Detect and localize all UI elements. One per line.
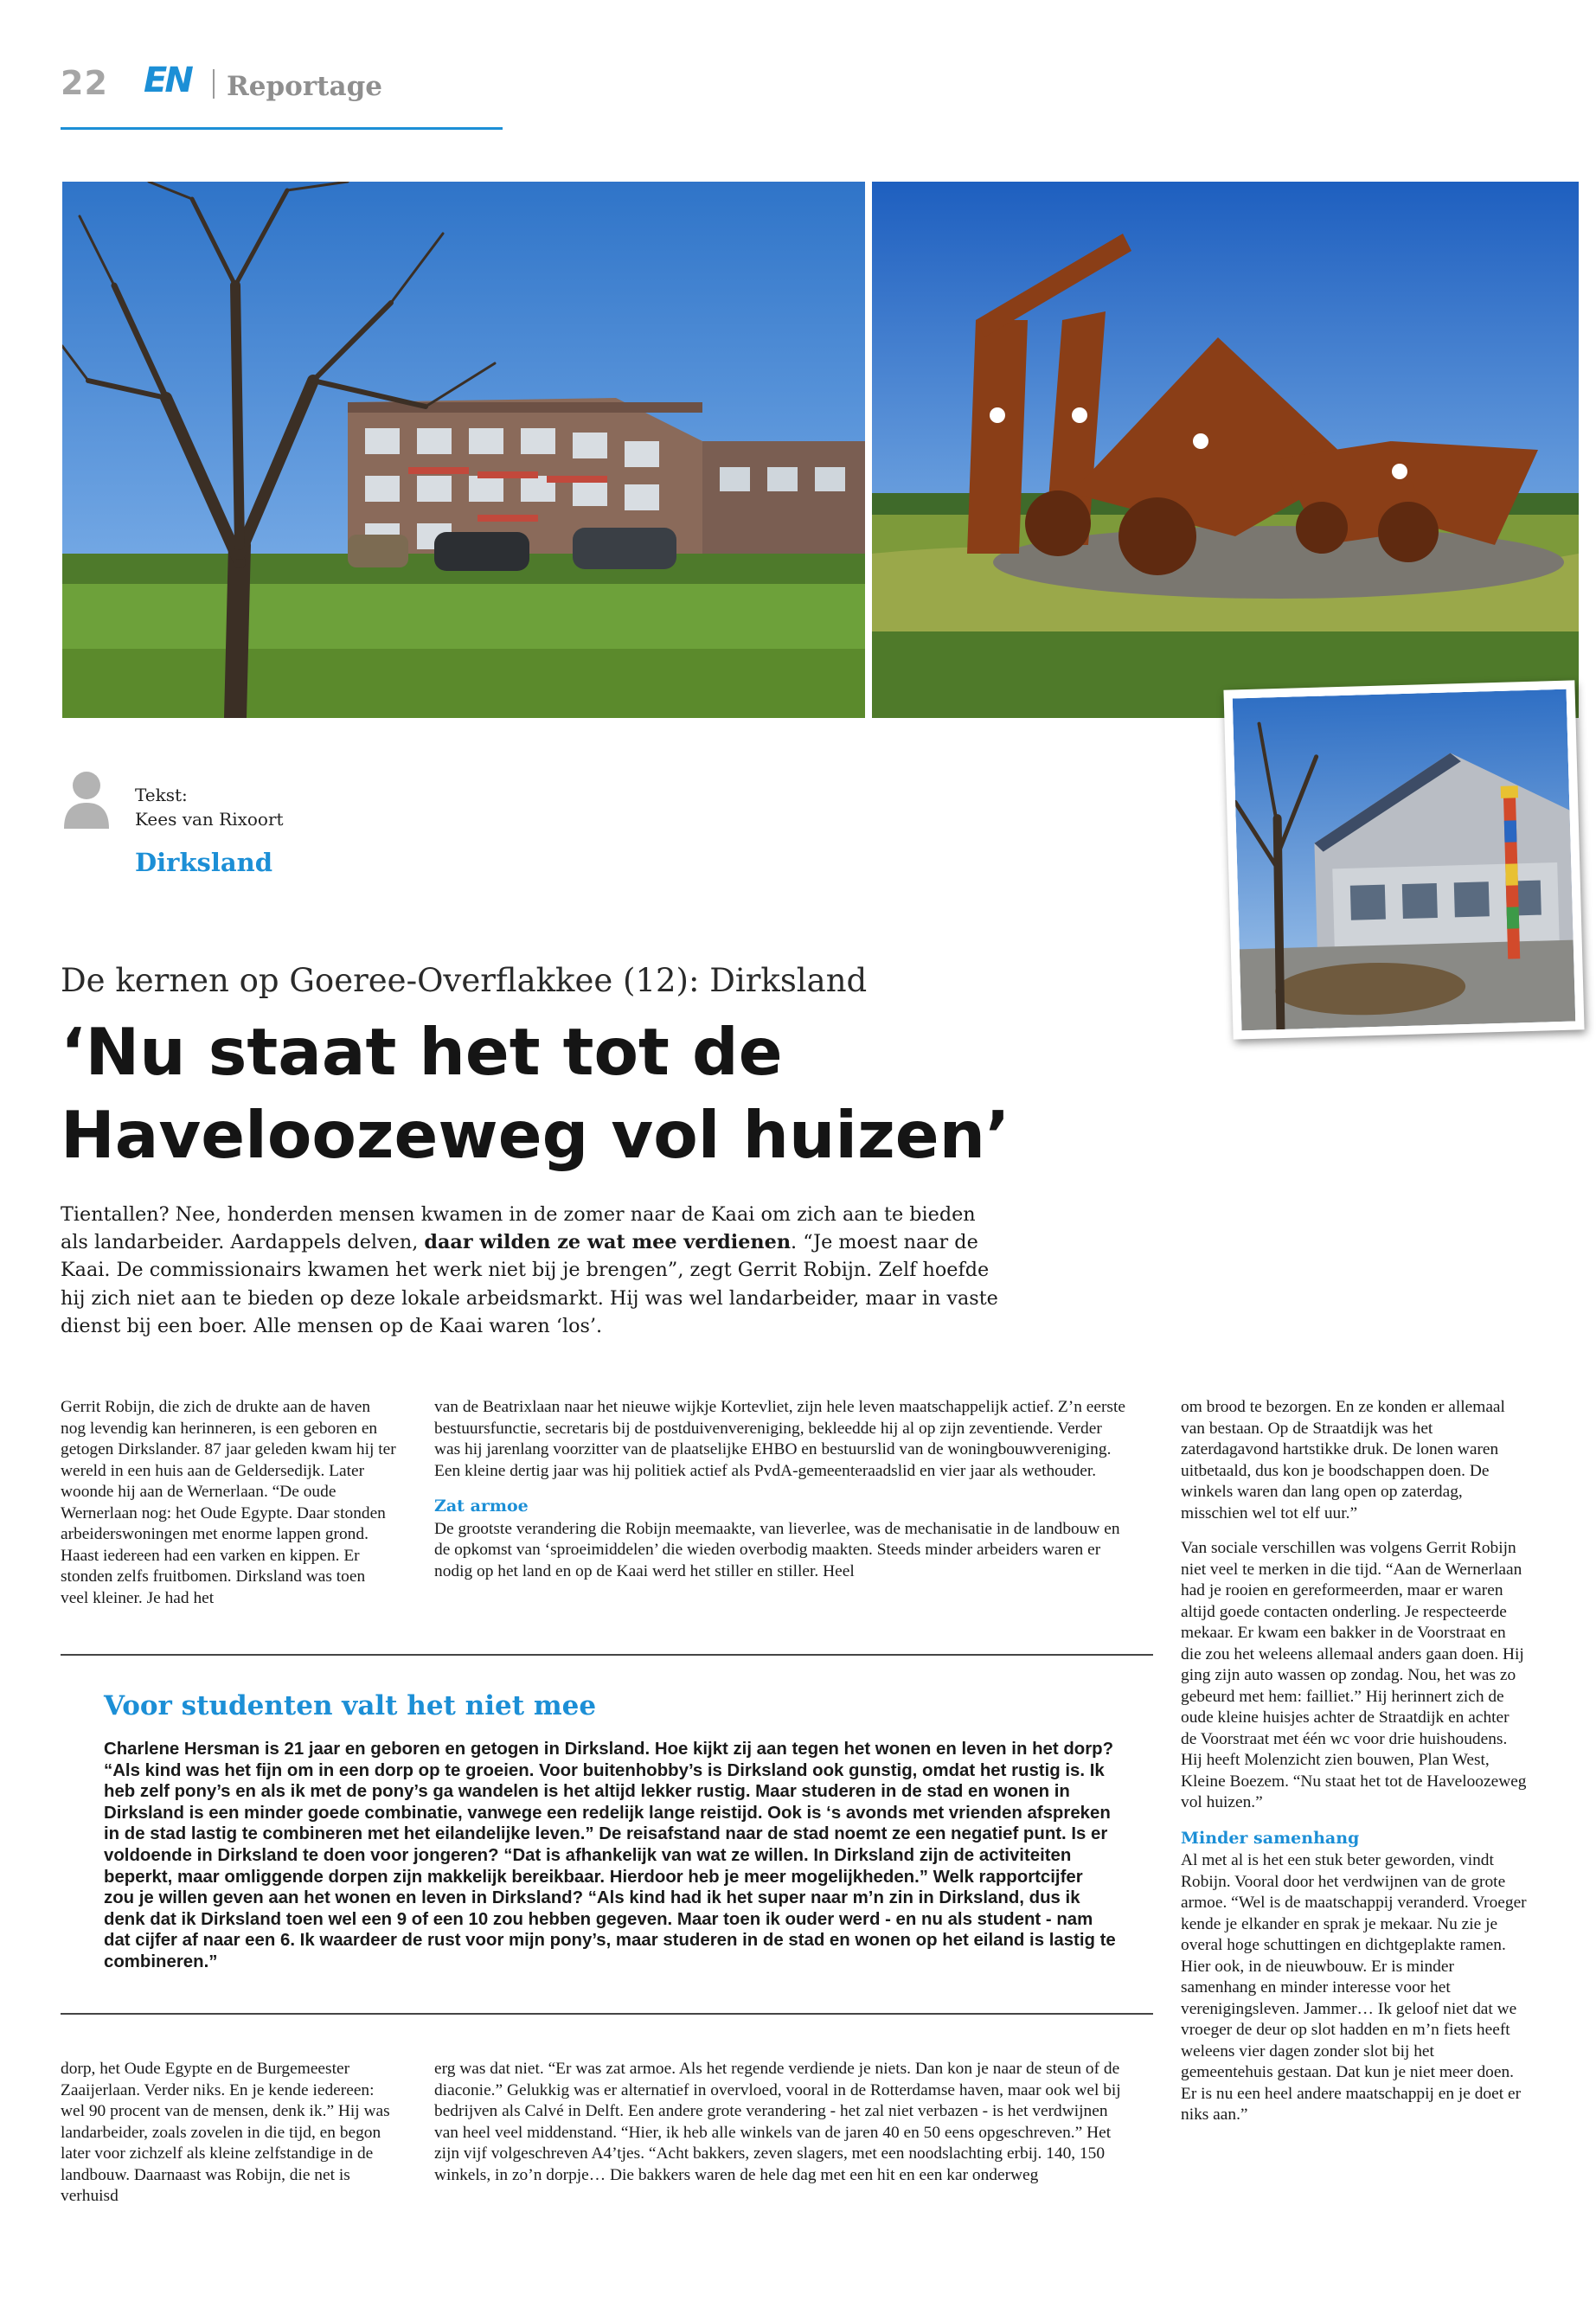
byline — [135, 783, 284, 831]
publication-logo: EN — [144, 61, 191, 100]
title-line-2: Haveloozeweg vol huizen’ — [61, 1097, 1010, 1173]
lead-text-1: Tientallen? Nee, honderden mensen kwamen in de zomer naar de Kaai om zich aan te bieden als landarbeider. Aardappels delven, — [61, 1203, 976, 1254]
column-3 — [1181, 1397, 1527, 2126]
dateline-place: Dirksland — [135, 848, 273, 877]
column-2-top — [434, 1397, 1126, 1582]
article-kicker: De kernen op Goeree-Overflakkee (12): Dirksland — [61, 962, 868, 999]
article-title — [61, 1010, 1012, 1176]
byline-label: Tekst: — [135, 785, 188, 805]
photo-wheelbarrow-sculpture — [872, 182, 1579, 718]
col3-text-3: Al met al is het een stuk beter geworden, vindt Robijn. Vooral door het verdwijnen van de grote armoe. “Wel is de maatschappij veranderd. Vroeger kende je elkander en sprak je mekaar. Nu zie je overal hoge schuttingen en dichtgeplakte ramen. Hier ook, in de nieuwbouw. Er is minder samenhang en minder interesse voor het verenigingsleven. Jammer… Ik geloof niet dat we vroeger de deur op slot hadden en m’n fiets heeft weleens vier dagen zonder slot bij het gemeentehuis gestaan. Dat kun je niet meer doen. Er is nu een heel andere maatschappij en je doet er niks aan.” — [1181, 1851, 1527, 2124]
col1-bottom-text: dorp, het Oude Egypte en de Burgemeester Zaaijerlaan. Verder niks. En je kende iedereen: wel 90 procent van de mensen, denk ik.” Hij was landarbeider, zoals zovelen in die tijd, en begon later voor zichzelf als kleine zelfstandige in de landbouw. Daarnaast was Robijn, die net is verhuisd — [61, 2060, 390, 2205]
column-2-bottom — [434, 2059, 1126, 2186]
byline-author: Kees van Rixoort — [135, 809, 284, 830]
box-bottom-rule — [61, 2013, 1153, 2015]
col2-top-text: van de Beatrixlaan naar het nieuwe wijkje Kortevliet, zijn hele leven maatschappelijk actief. Z’n eerste bestuursfunctie, secretaris bij de postduivenvereniging, bekleedde hij al op zijn zeventiende. Verder was hij jarenlang voorzitter van de plaatselijke EHBO en bestuurslid van de woningbouwvereniging. Een kleine dertig jaar was hij politiek actief als PvdA-gemeenteraadslid en vier jaar als wethouder. — [434, 1398, 1125, 1480]
section-label: Reportage — [227, 71, 382, 102]
col1-top-text: Gerrit Robijn, die zich de drukte aan de haven nog levendig kan herinneren, is een geboren en getogen Dirkslander. 87 jaar geleden kwam hij ter wereld in een huis aan de Geldersedijk. Later woonde hij aan de Wernerlaan. “De oude Wernerlaan nog: het Oude Egypte. Daar stonden arbeiderswoningen met enorme lappen grond. Haast iedereen had een varken en kippen. Er stonden zelfs fruitbomen. Dirksland was toen veel kleiner. Je had het — [61, 1398, 396, 1607]
box-title: Voor studenten valt het niet mee — [104, 1690, 597, 1721]
lead-text-2: . “Je moest naar de Kaai. De commissionairs kwamen het werk niet bij je brengen”, zegt Gerrit Robijn. Zelf hoefde hij zich niet aan te bieden op deze lokale arbeidsmarkt. Hij was wel landarbeider, maar in vaste dienst bij een boer. Alle mensen op de Kaai waren ‘los’. — [61, 1231, 998, 1337]
column-1-top — [61, 1397, 396, 1609]
photo-flat-building — [62, 182, 865, 718]
column-1-bottom — [61, 2059, 396, 2208]
col2-top-text-2: De grootste verandering die Robijn meemaakte, van lieverlee, was de mechanisatie in de landbouw en de opkomst van ‘sproeimiddelen’ die wieden overbodig maakten. Steeds minder arbeiders waren er nodig op het land en op de Kaai werd het stiller en stiller. Heel — [434, 1519, 1120, 1580]
header-divider — [213, 69, 215, 99]
header-rule — [61, 127, 503, 130]
box-top-rule — [61, 1654, 1153, 1656]
page-number: 22 — [61, 64, 108, 102]
article-lead — [61, 1201, 1003, 1340]
title-line-1: ‘Nu staat het tot de — [61, 1014, 783, 1090]
person-icon — [62, 770, 111, 829]
photo-school-building — [1223, 680, 1584, 1039]
col3-text-1: om brood te bezorgen. En ze konden er allemaal van bestaan. Op de Straatdijk was het zaterdagavond hartstikke druk. De lonen waren uitbetaald, dus kon je boodschappen doen. De winkels waren dan lang open op zaterdag, misschien wel tot elf uur.” — [1181, 1398, 1505, 1522]
subhead-minder-samenhang: Minder samenhang — [1181, 1828, 1360, 1848]
box-text: Charlene Hersman is 21 jaar en geboren en getogen in Dirksland. Hoe kijkt zij aan tegen het wonen en leven in het dorp? “Als kind was het fijn om in een dorp op te groeien. Voor buitenhobby’s is Dirksland ook gunstig, omdat het rustig is. Ik heb zelf pony’s en als ik met de pony’s ga wandelen is het altijd lekker rustig. Maar studeren in de stad en wonen in Dirksland is een minder goede combinatie, vanwege een redelijk lange reistijd. Ook is ‘s avonds met vrienden afspreken in de stad lastig te combineren met het eilandelijke leven.” De reisafstand naar de stad noemt ze een negatief punt. Is er voldoende in Dirksland te doen voor jongeren? “Dat is afhankelijk van wat ze willen. In Dirksland zijn de activiteiten beperkt, maar omliggende dorpen zijn makkelijk bereikbaar. Hierdoor heb je meer mogelijkheden.” Welk rapportcijfer zou je willen geven aan het wonen en leven in Dirksland? “Als kind had ik het super naar m’n zin in Dirksland, dus ik denk dat ik Dirksland toen wel een 9 of een 10 zou hebben gegeven. Maar toen ik ouder werd - en nu als student - nam dat cijfer af naar een 6. Ik waardeer de rust voor mijn pony’s, maar studeren in de stad en wonen op het eiland is lastig te combineren.” — [104, 1740, 1116, 1971]
subhead-zat-armoe: Zat armoe — [434, 1497, 529, 1516]
col3-text-2: Van sociale verschillen was volgens Gerrit Robijn niet veel te merken in die tijd. “Aan de Wernerlaan had je rooien en gereformeerden, maar er waren altijd goede contacten onderling. Je respecteerde mekaar. Er kwam een bakker in de Voorstraat en die zou het weleens allemaal anders gaan doen. Hij ging zijn auto wassen op zondag. Nou, het was zo gebeurd met hem: failliet.” Hij herinnert zich de oude kleine huisjes achter de Straatdijk en achter de Voorstraat met één wc voor drie huishoudens. Hij heeft Molenzicht zien bouwen, Plan West, Kleine Boezem. “Nu staat het tot de Haveloozeweg vol huizen.” — [1181, 1539, 1527, 1811]
lead-bold: daar wilden ze wat mee verdienen — [424, 1231, 792, 1254]
col2-bottom-text: erg was dat niet. “Er was zat armoe. Als het regende verdiende je niets. Dan kon je naar de steun of de diaconie.” Gelukkig was er alternatief in overvloed, vooral in de Rotterdamse haven, maar ook wel bij bedrijven als Calvé in Delft. Een andere grote verandering - het zal niet verbazen - is het verdwijnen van heel veel middenstand. “Hier, ik heb alle winkels van de jaren 40 en 50 eens opgeschreven.” Het zijn vijf volgeschreven A4’tjes. “Acht bakkers, zeven slagers, met een noodslachting erbij. 140, 150 winkels, in zo’n dorpje… Die bakkers waren de hele dag met een hit en een kar onderweg — [434, 2060, 1121, 2184]
